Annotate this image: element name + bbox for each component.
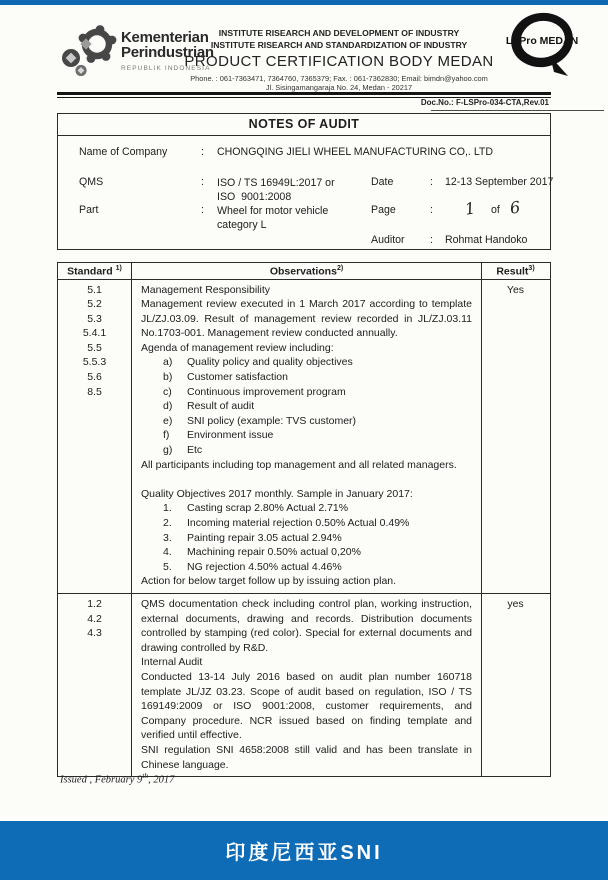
top-blue-strip — [0, 0, 608, 5]
list-text: Result of audit — [187, 400, 255, 413]
agenda-item — [141, 428, 472, 443]
auditor-value: Rohmat Handoko — [445, 234, 528, 246]
qms-label: QMS — [79, 176, 104, 188]
list-marker: f) — [163, 429, 170, 442]
observation-paragraph: Quality Objectives 2017 monthly. Sample in January 2017: — [141, 487, 413, 500]
bottom-blue-banner — [0, 821, 608, 880]
colon: : — [430, 234, 433, 246]
header-standard — [58, 263, 132, 279]
objective-item — [141, 545, 472, 560]
lspro-q-stamp-icon — [504, 6, 582, 88]
observations-cell — [132, 594, 482, 776]
list-marker: c) — [163, 385, 172, 398]
list-text: Quality policy and quality objectives — [187, 356, 353, 369]
ministry-line1: Kementerian — [121, 29, 209, 46]
observation-heading: Management Responsibility — [141, 283, 270, 296]
issued-date-line — [60, 771, 174, 786]
kemenperin-gear-emblem-icon — [56, 25, 118, 79]
observation-paragraph: Conducted 13-14 July 2016 based on audit plan number 160718 template JL/JZ 03.23. Scope of audit based on regulation, ISO / TS 169149:2009 or ISO 9001:2008, customer requirements, and Company procedure. NCR issued based on finding template and verified until effective. — [141, 670, 472, 742]
list-marker: e) — [163, 414, 173, 427]
list-marker: 3. — [163, 531, 172, 544]
objective-item — [141, 516, 472, 531]
agenda-item — [141, 443, 472, 458]
form-title: NOTES OF AUDIT — [58, 114, 550, 136]
list-text: NG rejection 4.50% actual 4.46% — [187, 560, 342, 573]
issued-suffix: , 2017 — [148, 774, 175, 786]
company-value: CHONGQING JIELI WHEEL MANUFACTURING CO,. LTD — [217, 146, 494, 158]
page-total-handwritten: 6 — [508, 197, 522, 218]
list-marker: a) — [163, 356, 173, 369]
page-of-label: of — [491, 204, 500, 216]
header-observations-label: Observations — [269, 265, 337, 278]
institute-line2: INSTITUTE RISEARCH AND STANDARDIZATION OF INDUSTRY — [210, 40, 468, 50]
standard-clause: 5.5 — [87, 341, 102, 354]
list-marker: b) — [163, 371, 173, 384]
agenda-item — [141, 370, 472, 385]
qms-value-line1: ISO / TS 16949L:2017 or — [217, 177, 335, 189]
document-number-underline — [431, 110, 604, 111]
standard-clauses — [58, 280, 132, 593]
observation-paragraph: Agenda of management review including: — [141, 341, 334, 354]
list-marker: 1. — [163, 502, 172, 515]
part-value-line1: Wheel for motor vehicle — [217, 205, 329, 217]
header-result-footnote: 3) — [528, 265, 535, 272]
objective-item — [141, 531, 472, 546]
list-text: Etc — [187, 444, 203, 457]
table-row — [58, 594, 550, 776]
objective-item — [141, 560, 472, 575]
part-value-line2: category L — [217, 219, 267, 231]
agenda-item — [141, 414, 472, 429]
ministry-line2: Perindustrian — [121, 44, 214, 61]
standard-clauses — [58, 594, 132, 776]
part-label: Part — [79, 204, 99, 216]
address-line: Jl. Sisingamangaraja No. 24, Medan - 20217 — [265, 83, 413, 92]
table-row — [58, 280, 550, 594]
list-text: Casting scrap 2.80% Actual 2.71% — [187, 502, 349, 515]
document-number: Doc.No.: F-LSPro-034-CTA,Rev.01 — [420, 98, 549, 107]
list-marker: 5. — [163, 560, 172, 573]
qms-value-line2: ISO 9001:2008 — [217, 191, 292, 203]
list-text: Customer satisfaction — [187, 371, 288, 384]
header-observations-footnote: 2) — [336, 265, 344, 272]
list-text: Environment issue — [187, 429, 274, 442]
result-cell: Yes — [506, 283, 525, 296]
result-cell: yes — [507, 597, 524, 610]
page-label: Page — [371, 204, 396, 216]
notes-of-audit-box — [57, 113, 554, 250]
standard-clause: 5.4.1 — [82, 327, 107, 340]
standard-clause: 5.3 — [87, 312, 102, 325]
certification-body-name: PRODUCT CERTIFICATION BODY MEDAN — [184, 53, 494, 70]
letterhead-center — [180, 27, 498, 92]
header-result — [482, 263, 549, 279]
standard-clause: 4.3 — [87, 627, 102, 640]
list-marker: g) — [163, 444, 173, 457]
agenda-item — [141, 355, 472, 370]
objective-item — [141, 501, 472, 516]
observation-paragraph: Management review executed in 1 March 2017 according to template JL/ZJ.03.09. Result of management review recorded in JL/ZJ.03.11 No.1703-001. Management review conducted annually. — [141, 298, 472, 340]
standard-clause: 1.2 — [87, 597, 102, 610]
issued-prefix: Issued , February 9 — [60, 774, 143, 786]
observation-paragraph: All participants including top management and all related managers. — [141, 458, 457, 471]
list-marker: d) — [163, 400, 173, 413]
observation-heading: Internal Audit — [141, 656, 203, 669]
observation-paragraph: QMS documentation check including control plan, working instruction, external documents, drawing and records. Distribution documents controlled by stamping (red color). Special for external documents and drawing controlled by R&D. — [141, 597, 472, 654]
colon: : — [201, 176, 204, 188]
banner-caption: 印度尼西亚SNI — [225, 842, 383, 864]
observation-paragraph: Action for below target follow up by issuing action plan. — [141, 575, 397, 588]
standard-clause: 8.5 — [87, 385, 102, 398]
contact-line: Phone. : 061-7363471, 7364760, 7365379; Fax. : 061-7362830; Email: bimdn@yahoo.com — [190, 74, 488, 83]
list-text: SNI policy (example: TVS customer) — [187, 414, 357, 427]
agenda-item — [141, 385, 472, 400]
standard-clause: 5.1 — [87, 283, 102, 296]
institute-line1: INSTITUTE RISEARCH AND DEVELOPMENT OF INDUSTRY — [218, 28, 460, 38]
colon: : — [430, 176, 433, 188]
observations-cell — [132, 280, 482, 593]
colon: : — [430, 204, 433, 216]
issued-ordinal: th — [142, 771, 149, 780]
page-current-handwritten: 1 — [463, 198, 477, 219]
list-marker: 2. — [163, 517, 172, 529]
header-standard-footnote: 1) — [115, 265, 122, 272]
date-value: 12-13 September 2017 — [445, 176, 554, 188]
blank-line — [141, 472, 472, 487]
header-observations — [132, 263, 482, 279]
lspro-logo-text: LSPro MEDAN — [505, 35, 579, 47]
list-text: Machining repair 0.50% actual 0,20% — [187, 546, 361, 559]
colon: : — [201, 204, 204, 216]
audit-observations-table — [57, 262, 551, 777]
agenda-item — [141, 399, 472, 414]
list-text: Painting repair 3.05 actual 2.94% — [187, 531, 342, 544]
observation-paragraph: SNI regulation SNI 4658:2008 still valid and has been translate in Chinese language. — [141, 743, 472, 771]
standard-clause: 5.6 — [87, 371, 102, 384]
table-header-row — [58, 263, 550, 280]
company-label: Name of Company — [79, 146, 168, 158]
list-marker: 4. — [163, 546, 172, 559]
date-label: Date — [371, 176, 394, 188]
header-result-label: Result — [496, 265, 529, 278]
standard-clause: 5.2 — [87, 298, 102, 311]
header-standard-label: Standard — [67, 265, 116, 278]
standard-clause: 5.5.3 — [82, 356, 107, 369]
standard-clause: 4.2 — [87, 612, 102, 625]
list-text: Continuous improvement program — [187, 385, 346, 398]
auditor-label: Auditor — [371, 234, 405, 246]
ministry-line3: REPUBLIK INDONESIA — [121, 65, 211, 72]
colon: : — [201, 146, 204, 158]
list-text: Incoming material rejection 0.50% Actual 0.49% — [187, 517, 410, 529]
